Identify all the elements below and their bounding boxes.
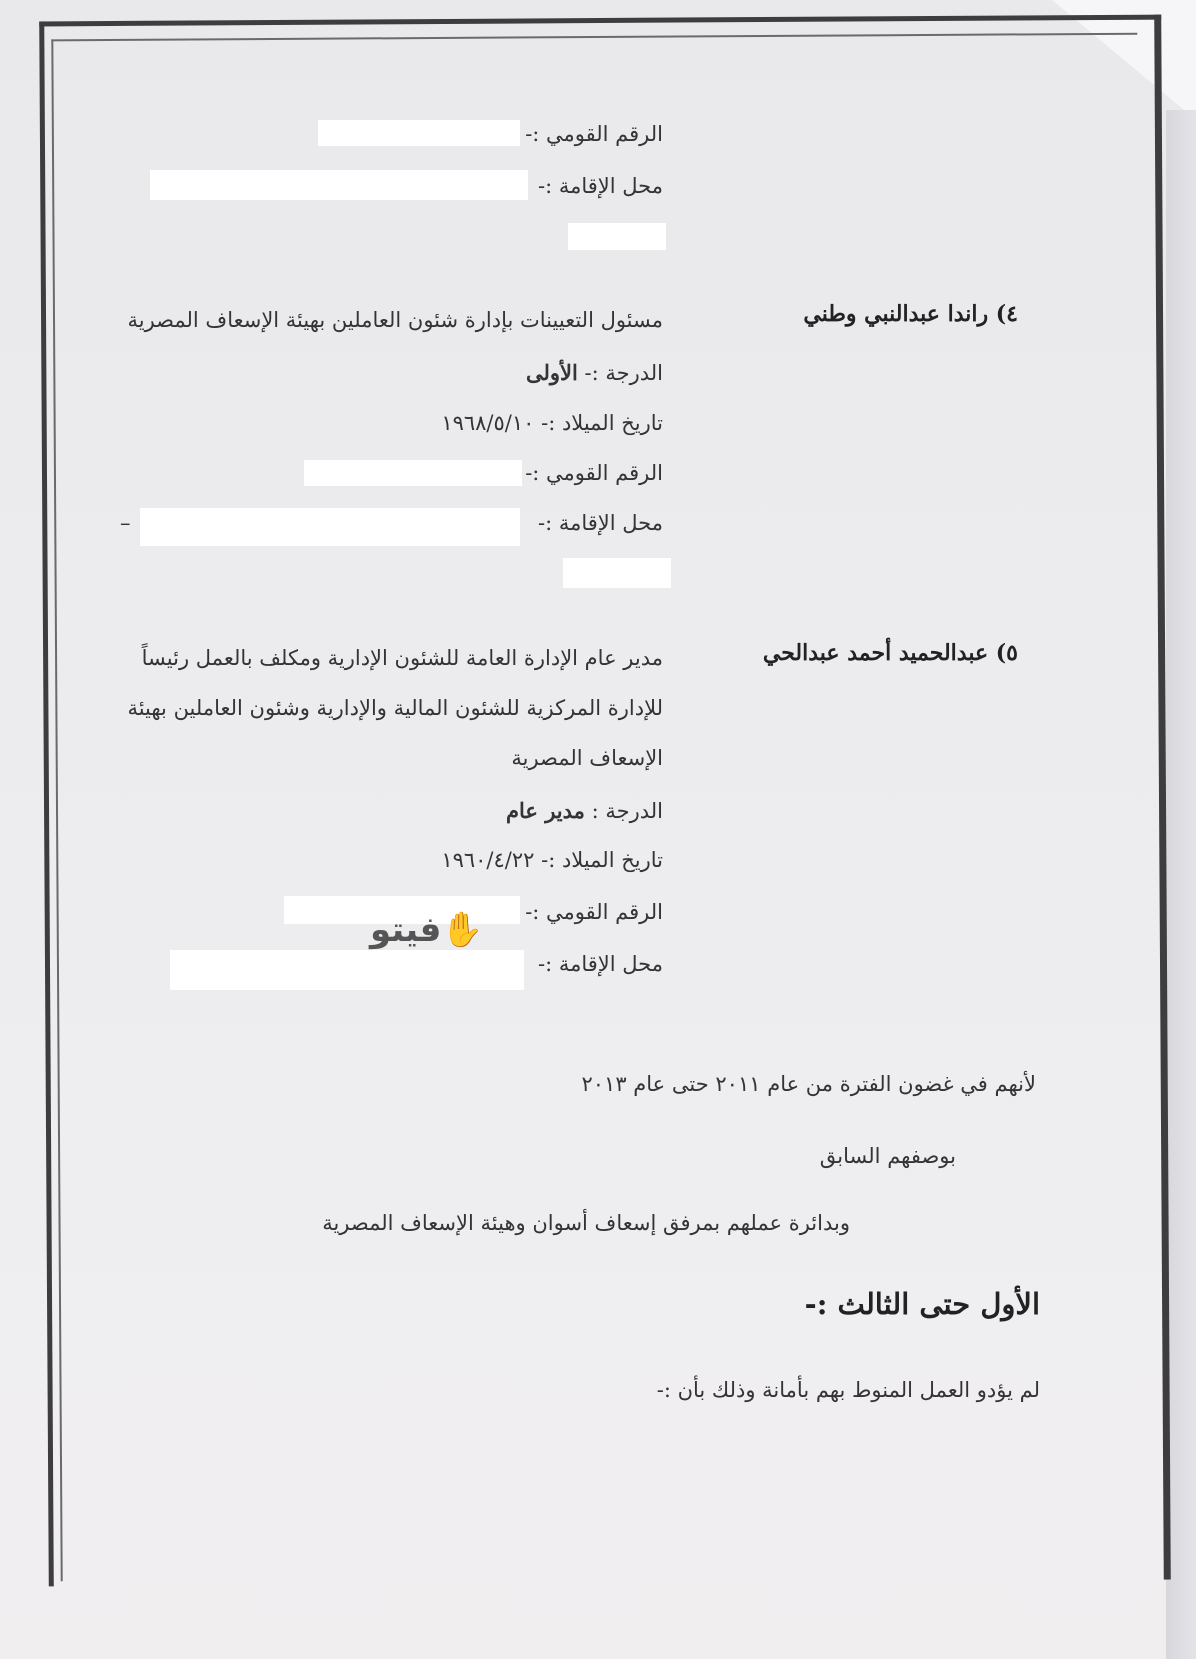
redacted-residence <box>150 170 528 200</box>
person4-birth: تاريخ الميلاد :- ١٩٦٨/٥/١٠ <box>441 411 663 435</box>
person4-residence-trail: – <box>120 511 131 535</box>
person5-national-id-label: الرقم القومي :- <box>525 900 663 924</box>
person4-redacted-national-id <box>304 460 522 486</box>
person5-job-line1: مدير عام الإدارة العامة للشئون الإدارية ومكلف بالعمل رئيساً <box>141 646 663 670</box>
section-heading: الأول حتى الثالث :- <box>804 1287 1040 1321</box>
body-paragraph-2: بوصفهم السابق <box>819 1144 956 1168</box>
person4-redacted-extra <box>563 558 671 588</box>
prev-residence-label: محل الإقامة :- <box>538 174 663 198</box>
person4-grade <box>526 362 663 384</box>
person4-job: مسئول التعيينات بإدارة شئون العاملين بهيئة الإسعاف المصرية <box>127 308 663 332</box>
person4-redacted-residence <box>140 508 520 546</box>
person5-grade-label: الدرجة : <box>591 799 663 823</box>
person4-name: ٤) راندا عبدالنبي وطني <box>803 301 1018 327</box>
person5-grade <box>506 800 663 822</box>
person5-grade-value: مدير عام <box>505 798 585 823</box>
body-paragraph-4: لم يؤدو العمل المنوط بهم بأمانة وذلك بأن :- <box>656 1378 1040 1402</box>
person5-redacted-residence <box>170 950 524 990</box>
person5-birth: تاريخ الميلاد :- ١٩٦٠/٤/٢٢ <box>441 848 663 872</box>
prev-national-id-label: الرقم القومي :- <box>525 122 663 146</box>
person4-national-id-label: الرقم القومي :- <box>525 461 663 485</box>
body-paragraph-3: وبدائرة عملهم بمرفق إسعاف أسوان وهيئة الإسعاف المصرية <box>322 1211 850 1235</box>
person4-residence-label: محل الإقامة :- <box>538 511 663 535</box>
person4-grade-label: الدرجة :- <box>584 361 663 385</box>
person5-residence-label: محل الإقامة :- <box>538 952 663 976</box>
person5-job-line3: الإسعاف المصرية <box>511 746 663 770</box>
person5-job-line2: للإدارة المركزية للشئون المالية والإدارية وشئون العاملين بهيئة <box>127 696 663 720</box>
page-edge-shadow <box>1166 110 1196 1659</box>
redacted-national-id <box>318 120 520 146</box>
redacted-extra <box>568 223 666 250</box>
watermark-logo: ✋فيتو <box>370 910 484 950</box>
person4-grade-value: الأولى <box>525 360 578 385</box>
person5-name: ٥) عبدالحميد أحمد عبدالحي <box>762 640 1018 666</box>
body-paragraph-1: لأنهم في غضون الفترة من عام ٢٠١١ حتى عام ٢٠١٣ <box>581 1072 1036 1096</box>
